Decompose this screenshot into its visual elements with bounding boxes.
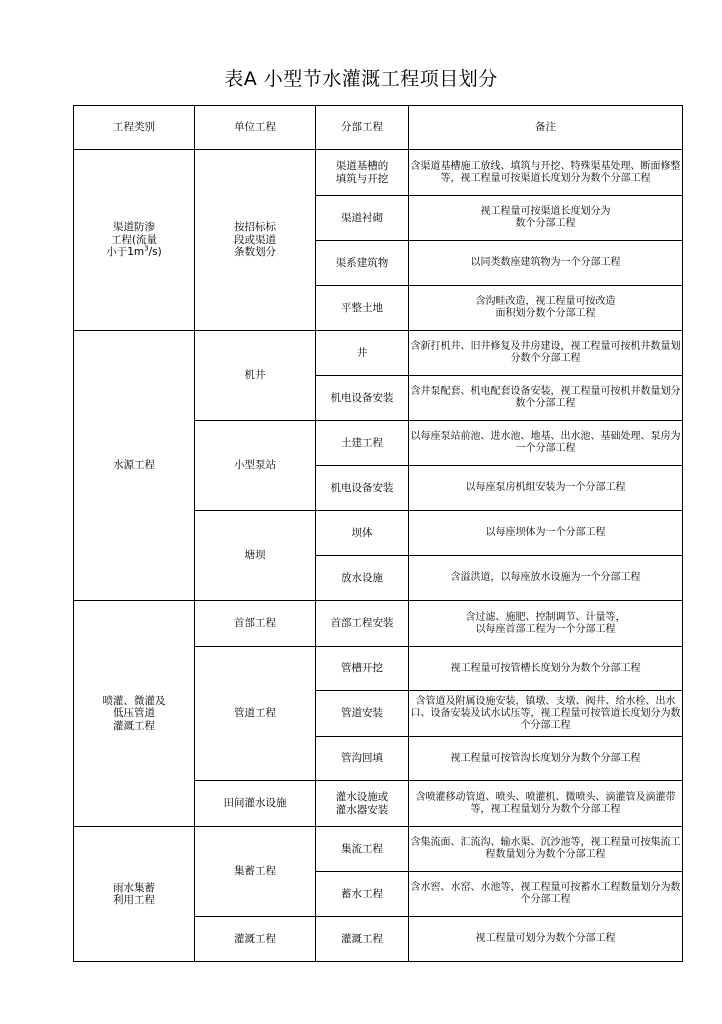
note-cell: 含井泵配套、机电配套设备安装，视工程量可按机井数量划分数个分部工程 (409, 376, 683, 421)
note-cell: 视工程量可划分为数个分部工程 (409, 917, 683, 962)
note-cell: 视工程量可按管槽长度划分为数个分部工程 (409, 647, 683, 691)
unit-irrigation: 灌溉工程 (195, 917, 316, 962)
part-cell: 渠道衬砌 (316, 196, 409, 241)
part-cell: 土建工程 (316, 421, 409, 466)
unit-head-works: 首部工程 (195, 601, 316, 647)
unit-pipeline: 管道工程 (195, 647, 316, 781)
header-row (74, 106, 683, 150)
part-cell: 蓄水工程 (316, 872, 409, 917)
project-division-table (73, 105, 683, 962)
note-cell: 视工程量可按管沟长度划分为数个分部工程 (409, 737, 683, 781)
table-row (74, 601, 683, 647)
part-cell: 管道安装 (316, 691, 409, 737)
part-cell: 渠道基槽的 填筑与开挖 (316, 150, 409, 196)
unit-pond-dam: 塘坝 (195, 511, 316, 601)
header-note: 备注 (409, 106, 683, 150)
part-cell: 首部工程安装 (316, 601, 409, 647)
note-cell: 以每座泵站前池、进水池、地基、出水池、基础处理、泵房为一个分部工程 (409, 421, 683, 466)
part-cell: 井 (316, 331, 409, 376)
category-rainwater: 雨水集蓄 利用工程 (74, 827, 195, 962)
part-cell: 集流工程 (316, 827, 409, 872)
table-row (74, 150, 683, 196)
note-cell: 含管道及附属设施安装，镇墩、支墩、阀井、给水栓、出水口、设备安装及试水试压等，视工程量可按管道长度划分为数个分部工程 (409, 691, 683, 737)
note-cell: 含集流面、汇流沟、输水渠、沉沙池等，视工程量可按集流工程数量划分为数个分部工程 (409, 827, 683, 872)
unit-collection: 集蓄工程 (195, 827, 316, 917)
note-cell: 以每座坝体为一个分部工程 (409, 511, 683, 556)
part-cell: 灌溉工程 (316, 917, 409, 962)
part-cell: 坝体 (316, 511, 409, 556)
unit-pump-station: 小型泵站 (195, 421, 316, 511)
note-cell: 以每座泵房机组安装为一个分部工程 (409, 466, 683, 511)
part-cell: 渠系建筑物 (316, 241, 409, 286)
part-cell: 放水设施 (316, 556, 409, 601)
note-cell: 含喷灌移动管道、喷头、喷灌机、微喷头、滴灌管及滴灌带等，视工程量划分为数个分部工程 (409, 781, 683, 827)
category-canal: 渠道防渗 工程(流量 小于$1m^3/s$) (74, 150, 195, 331)
note-cell: 以同类数座建筑物为一个分部工程 (409, 241, 683, 286)
note-cell: 含新打机井、旧井修复及井房建设，视工程量可按机井数量划分数个分部工程 (409, 331, 683, 376)
page-title: 表A 小型节水灌溉工程项目划分 (224, 68, 498, 90)
unit-well: 机井 (195, 331, 316, 421)
note-cell: 视工程量可按渠道长度划分为 数个分部工程 (409, 196, 683, 241)
unit-field-irrigation: 田间灌水设施 (195, 781, 316, 827)
note-cell: 含沟畦改造，视工程量可按改造 面积划分数个分部工程 (409, 286, 683, 331)
header-part: 分部工程 (316, 106, 409, 150)
part-cell: 机电设备安装 (316, 466, 409, 511)
part-cell: 灌水设施或 灌水器安装 (316, 781, 409, 827)
category-water-source: 水源工程 (74, 331, 195, 601)
note-cell: 含水窖、水窑、水池等，视工程量可按蓄水工程数量划分为数个分部工程 (409, 872, 683, 917)
table-row (74, 827, 683, 872)
category-spray-irrigation: 喷灌、微灌及 低压管道 灌溉工程 (74, 601, 195, 827)
header-unit: 单位工程 (195, 106, 316, 150)
note-cell: 含过滤、施肥、控制调节、计量等， 以每座首部工程为一个分部工程 (409, 601, 683, 647)
part-cell: 管沟回填 (316, 737, 409, 781)
part-cell: 管槽开挖 (316, 647, 409, 691)
part-cell: 平整土地 (316, 286, 409, 331)
note-cell: 含溢洪道，以每座放水设施为一个分部工程 (409, 556, 683, 601)
part-cell: 机电设备安装 (316, 376, 409, 421)
note-cell: 含渠道基槽施工放线、填筑与开挖、特殊渠基处理、断面修整等，视工程量可按渠道长度划分为数个分部工程 (409, 150, 683, 196)
table-row (74, 331, 683, 376)
header-category: 工程类别 (74, 106, 195, 150)
unit-canal: 按招标标 段或渠道 条数划分 (195, 150, 316, 331)
